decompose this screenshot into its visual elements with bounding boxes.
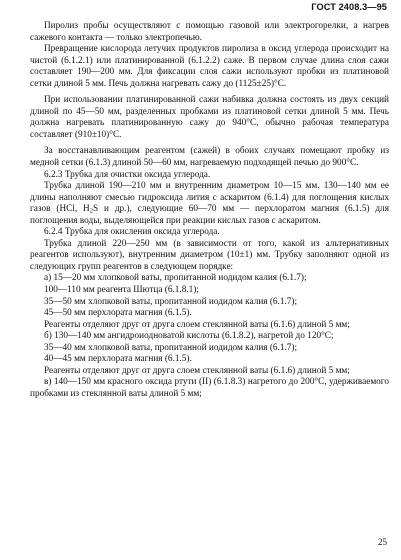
list-item: в) 140—150 мм красного оксида ртути (II) (6.1.8.3) нагретого до 200°С, удерживаемого пробками из стеклянной ваты длиной 5 мм; xyxy=(30,377,389,399)
paragraph: Пиролиз пробы осуществляют с помощью газовой или электрогорелки, а нагрев сажевого контакта — только электропечью. xyxy=(30,21,389,43)
paragraph: Трубка длиной 220—250 мм (в зависимости от того, какой из альтернативных реагентов используют), внутренним диаметром (10±1) мм. Трубку заполняют одной из следующих групп реагентов в следующем порядке: xyxy=(30,238,389,272)
paragraph: Реагенты отделяют друг от друга слоем стеклянной ваты (6.1.6) длиной 5 мм; xyxy=(44,319,350,330)
paragraph-text: Трубка длиной 190—210 мм и внутренним диаметром 10—15 мм. 130—140 мм ее длины наполняют смесью гидроксида лития с аскаритом (6.1.4) для поглощения кислых газов (HCl, H xyxy=(30,181,389,215)
list-item: 100—110 мм реагента Шютца (6.1.8.1); xyxy=(44,285,199,296)
section-heading: 6.2.4 Трубка для окисления оксида углерода. xyxy=(44,227,220,238)
list-item: б) 130—140 мм ангидроиодноватой кислоты (6.1.8.2), нагретой до 120°С; xyxy=(44,331,334,342)
document-body xyxy=(30,21,389,401)
paragraph-text: S и др.), следующие 60—70 мм — перхлоратом магния (6.1.5) для поглощения воды, выделяющейся при реакции кислых газов с аскаритом. xyxy=(30,204,390,226)
list-item: 35—50 мм хлопковой ваты, пропитанной иодидом калия (6.1.7); xyxy=(44,296,298,307)
paragraph: За восстанавливающим реагентом (сажей) в обоих случаях помещают пробку из медной сетки (6.1.3) длиной 50—60 мм, нагреваемую подходящей печью до 900°С. xyxy=(30,146,389,169)
list-item: 40—45 мм перхлората магния (6.1.5). xyxy=(44,354,192,365)
paragraph: Реагенты отделяют друг от друга слоем стеклянной ваты (6.1.6) длиной 5 мм; xyxy=(44,365,350,376)
list-item: а) 15—20 мм хлопковой ваты, пропитанной иодидом калия (6.1.7); xyxy=(44,273,307,284)
list-item: 35—40 мм хлопковой ваты, пропитанной иодидом калия (6.1.7); xyxy=(44,342,298,353)
page-number: 25 xyxy=(378,537,387,547)
list-item: 45—50 мм перхлората магния (6.1.5). xyxy=(44,308,192,319)
section-heading: 6.2.3 Трубка для очистки оксида углерода. xyxy=(44,169,211,180)
paragraph: При использовании платинированной сажи набивка должна состоять из двух секций длиной по 45—50 мм, разделенных пробками из платиновой сетки длиной 5 мм. Печь должна нагревать платинированную сажу до 940°С, обычно рабочая температура составляет (910±10)°С. xyxy=(30,95,389,140)
paragraph xyxy=(30,181,389,227)
paragraph: Превращение кислорода летучих продуктов пиролиза в оксид углерода происходит на чистой (6.1.2.1) или платинированной (6.1.2.2) саже. В первом случае длина слоя сажи составляет 190—200 мм. Для фиксации слоя сажи используют пробки из платиновой сетки длиной 5 мм. Печь должна нагревать сажу до (1125±25)°С. xyxy=(30,44,389,89)
document-header: ГОСТ 2408.3—95 xyxy=(311,2,387,12)
subscript: 2 xyxy=(89,207,93,215)
